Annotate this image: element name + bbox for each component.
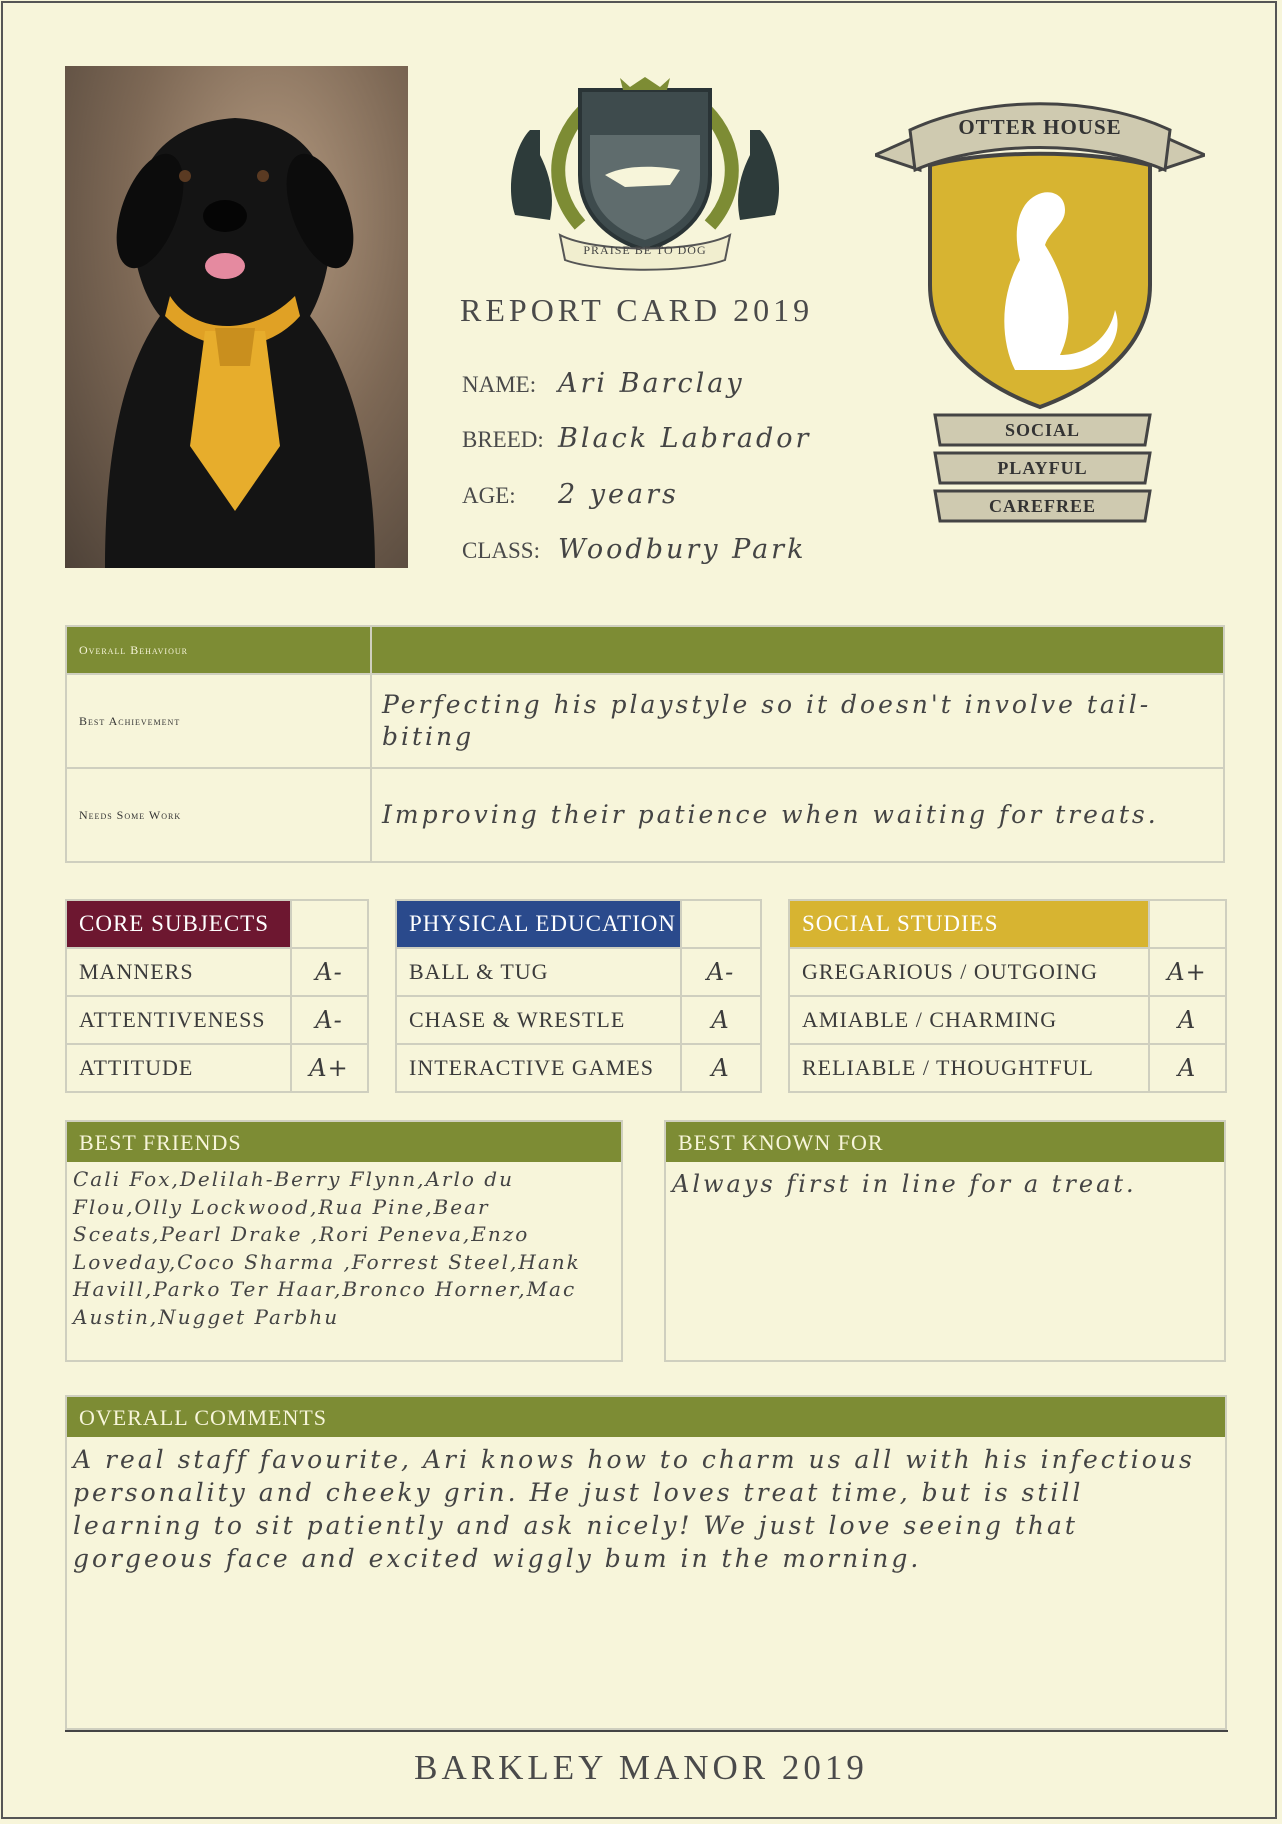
overall-comments-title: OVERALL COMMENTS — [67, 1397, 1225, 1437]
subject-name: BALL & TUG — [396, 948, 681, 996]
crest-motto: PRAISE BE TO DOG — [583, 243, 707, 257]
best-friends-text: Cali Fox,Delilah-Berry Flynn,Arlo du Flou,Olly Lockwood,Rua Pine,Bear Sceats,Pearl Drake ,Rori Peneva,Enzo Loveday,Coco Sharma ,Forrest Steel,Hank Havill,Parko Ter Haar,Bronco Horner,Mac Austin,Nugget Parbhu — [73, 1167, 581, 1329]
subject-grade: A — [681, 996, 761, 1044]
subject-grade: A — [1149, 1044, 1226, 1092]
physical-education-table — [395, 899, 762, 1093]
behaviour-table — [65, 625, 1225, 863]
age-label: AGE: — [462, 483, 516, 508]
best-friends-box — [65, 1120, 623, 1362]
physical-education-title: PHYSICAL EDUCATION — [396, 900, 681, 948]
name-label: NAME: — [462, 372, 537, 397]
breed-field — [462, 423, 812, 454]
class-value: Woodbury Park — [558, 534, 807, 565]
needs-work-label: Needs Some Work — [66, 768, 371, 862]
subject-grade: A+ — [291, 1044, 368, 1092]
student-photo — [65, 66, 408, 568]
age-field — [462, 479, 679, 510]
table-row — [66, 996, 368, 1044]
behaviour-header: Overall Behaviour — [66, 626, 371, 674]
breed-label: BREED: — [462, 427, 544, 452]
house-trait-2: PLAYFUL — [997, 458, 1088, 478]
table-row — [396, 996, 761, 1044]
core-subjects-table — [65, 899, 369, 1093]
table-row — [789, 1044, 1226, 1092]
table-row — [66, 674, 1224, 768]
report-card-title: REPORT CARD 2019 — [460, 292, 814, 328]
subject-name: INTERACTIVE GAMES — [396, 1044, 681, 1092]
best-achievement-text: Perfecting his playstyle so it doesn't involve tail-biting — [371, 674, 1224, 768]
table-row — [396, 1044, 761, 1092]
table-row — [66, 1044, 368, 1092]
subject-name: MANNERS — [66, 948, 291, 996]
core-subjects-title: CORE SUBJECTS — [66, 900, 291, 948]
overall-comments-box — [65, 1395, 1227, 1730]
behaviour-header-blank — [371, 626, 1224, 674]
subject-grade: A — [681, 1044, 761, 1092]
subject-grade: A- — [681, 948, 761, 996]
behaviour-header-row — [66, 626, 1224, 674]
best-achievement-label: Best Achievement — [66, 674, 371, 768]
social-studies-table — [788, 899, 1227, 1093]
footer-title: BARKLEY MANOR 2019 — [414, 1748, 868, 1787]
subject-name: CHASE & WRESTLE — [396, 996, 681, 1044]
table-row — [396, 948, 761, 996]
social-studies-title: SOCIAL STUDIES — [789, 900, 1149, 948]
name-field — [462, 368, 745, 399]
best-known-for-text: Always first in line for a treat. — [672, 1170, 1137, 1198]
best-known-for-title: BEST KNOWN FOR — [666, 1122, 1224, 1162]
house-name: OTTER HOUSE — [958, 115, 1122, 139]
age-value: 2 years — [558, 479, 679, 510]
subject-name: GREGARIOUS / OUTGOING — [789, 948, 1149, 996]
class-label: CLASS: — [462, 538, 540, 563]
breed-value: Black Labrador — [558, 423, 812, 454]
table-row — [789, 996, 1226, 1044]
subject-grade: A- — [291, 948, 368, 996]
subject-grade: A — [1149, 996, 1226, 1044]
name-value: Ari Barclay — [558, 368, 745, 399]
subject-grade: A- — [291, 996, 368, 1044]
subject-name: RELIABLE / THOUGHTFUL — [789, 1044, 1149, 1092]
overall-comments-text: A real staff favourite, Ari knows how to charm us all with his infectious personality and cheeky grin. He just loves treat time, but is still learning to sit patiently and ask nicely! We just love seeing that gorgeous face and excited wiggly bum in the morning. — [73, 1445, 1195, 1573]
subject-name: ATTITUDE — [66, 1044, 291, 1092]
class-field — [462, 534, 807, 565]
footer-divider — [65, 1730, 1228, 1732]
table-row — [66, 768, 1224, 862]
house-trait-1: SOCIAL — [1004, 420, 1081, 440]
grade-header-blank — [1149, 900, 1226, 948]
subject-grade: A+ — [1149, 948, 1226, 996]
house-shield — [875, 95, 1205, 545]
grade-header-blank — [291, 900, 368, 948]
school-crest — [495, 75, 795, 275]
subject-name: ATTENTIVENESS — [66, 996, 291, 1044]
best-known-for-box — [664, 1120, 1226, 1362]
subject-name: AMIABLE / CHARMING — [789, 996, 1149, 1044]
table-row — [66, 948, 368, 996]
needs-work-text: Improving their patience when waiting for treats. — [371, 768, 1224, 862]
house-trait-3: CAREFREE — [988, 496, 1096, 516]
table-row — [789, 948, 1226, 996]
black-labrador-photo — [65, 66, 408, 568]
best-friends-title: BEST FRIENDS — [67, 1122, 621, 1162]
grade-header-blank — [681, 900, 761, 948]
